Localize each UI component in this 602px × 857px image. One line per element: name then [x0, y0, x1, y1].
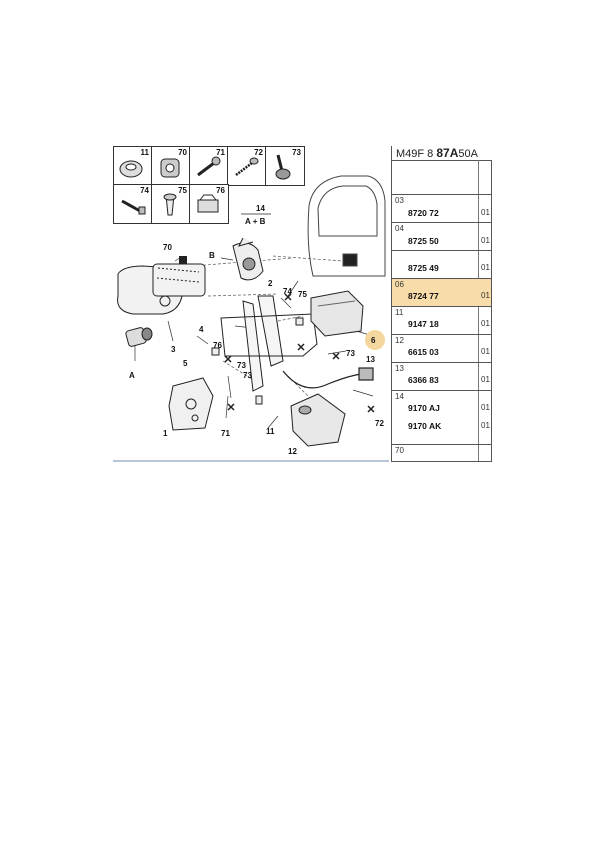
- clip-icon: [190, 185, 228, 223]
- label-73a: 73: [237, 361, 246, 370]
- label-5: 5: [183, 359, 188, 368]
- label-75: 75: [298, 290, 307, 299]
- part-reference: 8725 50: [408, 236, 439, 246]
- table-row[interactable]: [392, 362, 491, 391]
- bottom-rule: [113, 460, 389, 462]
- cage-nut-icon: [152, 147, 190, 185]
- row-index: 04: [395, 224, 404, 233]
- row-index: 03: [395, 196, 404, 205]
- set-content: A + B: [245, 217, 266, 226]
- code-prefix: M49F 8: [396, 148, 434, 160]
- label-73b: 73: [346, 349, 355, 358]
- screw-icon: [190, 147, 228, 185]
- part-reference: 9170 AJ: [408, 403, 440, 413]
- label-71: 71: [221, 429, 230, 438]
- part-reference: 6615 03: [408, 347, 439, 357]
- fixing-number: 11: [140, 148, 149, 157]
- fixing-number: 71: [216, 148, 225, 157]
- parts-table: [391, 146, 492, 462]
- table-row[interactable]: [392, 334, 491, 363]
- part-quantity: 01: [481, 291, 490, 300]
- latch-b: [233, 238, 263, 280]
- fixing-73: [265, 146, 305, 186]
- part-quantity: 01: [481, 347, 490, 356]
- part-quantity: 01: [481, 319, 490, 328]
- table-row[interactable]: [392, 306, 491, 335]
- label-76: 76: [213, 341, 222, 350]
- label-a: A: [129, 371, 135, 380]
- label-70: 70: [163, 243, 172, 252]
- part-reference: 9147 18: [408, 319, 439, 329]
- exploded-diagram: [113, 146, 389, 462]
- row-index: 70: [395, 446, 404, 455]
- lock-body-1: [169, 378, 213, 430]
- fixing-75: [151, 184, 191, 224]
- label-3: 3: [171, 345, 176, 354]
- part-quantity: 01: [481, 263, 490, 272]
- grommet-11: [256, 396, 262, 404]
- table-row[interactable]: [392, 444, 491, 462]
- fixing-number: 70: [178, 148, 187, 157]
- parts-sheet: [113, 146, 491, 462]
- code-suffix: 50A: [458, 148, 478, 160]
- part-quantity: 01: [481, 403, 490, 412]
- part-quantity: 01: [481, 236, 490, 245]
- code-bold: 87A: [436, 146, 459, 160]
- bolt-icon: [114, 185, 152, 223]
- row-index: 12: [395, 336, 404, 345]
- table-row[interactable]: [392, 250, 491, 279]
- part-reference: 8725 49: [408, 263, 439, 273]
- label-b: B: [209, 251, 215, 260]
- part-reference: 6366 83: [408, 375, 439, 385]
- flange-screw-icon: [266, 147, 304, 185]
- part-quantity-alt: 01: [481, 421, 490, 430]
- handle-part: [118, 264, 205, 314]
- table-row-highlighted[interactable]: [392, 278, 491, 307]
- lock-cylinder: [125, 327, 152, 347]
- label-11: 11: [266, 427, 275, 436]
- motor-12: [291, 394, 345, 446]
- part-reference: 8720 72: [408, 208, 439, 218]
- part-reference: 8724 77: [408, 291, 439, 301]
- label-72: 72: [375, 419, 384, 428]
- fixing-number: 73: [292, 148, 301, 157]
- row-index: 14: [395, 392, 404, 401]
- fixing-74: [113, 184, 153, 224]
- label-12: 12: [288, 447, 297, 456]
- grommet-icon: [114, 147, 152, 185]
- clip-75: [296, 318, 303, 325]
- label-4: 4: [199, 325, 204, 334]
- label-2: 2: [268, 279, 273, 288]
- part-reference-alt: 9170 AK: [408, 421, 442, 431]
- row-index: 11: [395, 308, 404, 317]
- switch-6: [311, 291, 363, 336]
- fixing-76: [189, 184, 229, 224]
- fixing-72: [227, 146, 267, 186]
- catalogue-code: [396, 146, 478, 160]
- label-6: 6: [371, 336, 376, 345]
- lever-rod: [221, 296, 317, 391]
- table-row[interactable]: [392, 390, 491, 445]
- push-clip-icon: [152, 185, 190, 223]
- fixing-70: [151, 146, 191, 186]
- part-quantity: 01: [481, 375, 490, 384]
- label-13: 13: [366, 355, 375, 364]
- set-number: 14: [256, 204, 265, 213]
- nut-70: [179, 256, 187, 264]
- part-quantity: 01: [481, 208, 490, 217]
- fixing-number: 76: [216, 186, 225, 195]
- label-73c: 73: [243, 371, 252, 380]
- self-tapping-screw-icon: [228, 147, 266, 185]
- fixing-number: 74: [140, 186, 149, 195]
- table-row[interactable]: [392, 194, 491, 223]
- row-index: 06: [395, 280, 404, 289]
- table-row[interactable]: [392, 222, 491, 251]
- row-index: 13: [395, 364, 404, 373]
- label-74: 74: [283, 287, 292, 296]
- label-1: 1: [163, 429, 168, 438]
- fixing-71: [189, 146, 229, 186]
- fixing-number: 75: [178, 186, 187, 195]
- fixing-number: 72: [254, 148, 263, 157]
- tailgate-outline: [308, 176, 385, 276]
- fixing-11: [113, 146, 153, 186]
